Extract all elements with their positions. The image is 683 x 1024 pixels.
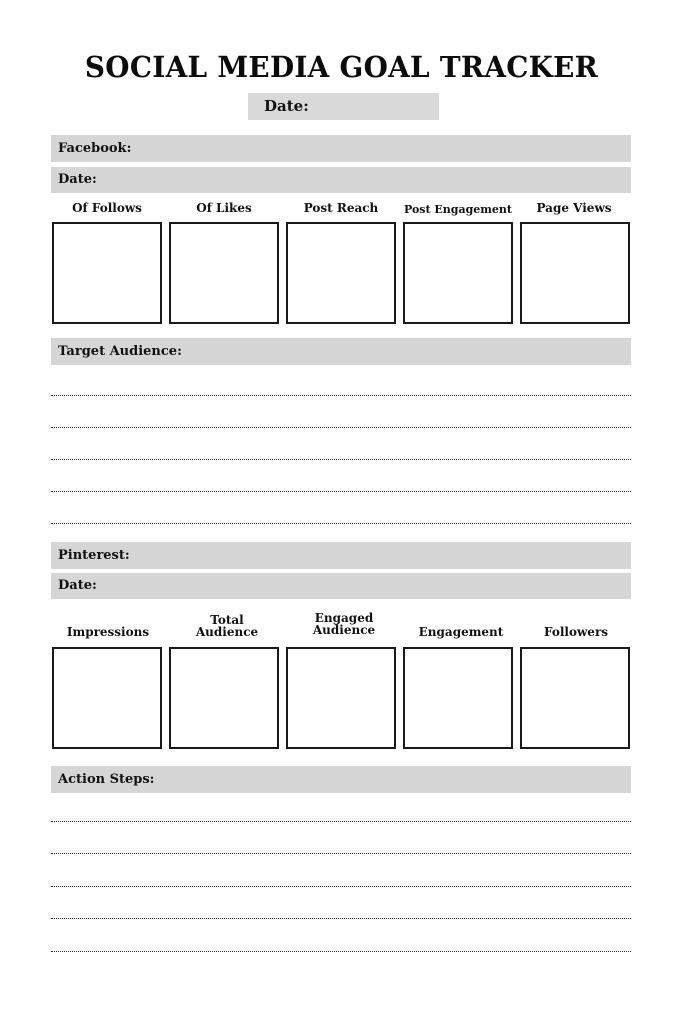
metric-label-post-reach: Post Reach <box>303 201 379 215</box>
target-audience-line[interactable] <box>51 459 631 460</box>
metric-label-impressions: Impressions <box>66 625 150 639</box>
metric-label-total-audience: Total Audience <box>195 613 259 639</box>
pinterest-followers-box[interactable] <box>520 647 630 749</box>
pinterest-engagement-box[interactable] <box>403 647 513 749</box>
metric-label-of-likes: Of Likes <box>196 201 252 215</box>
action-steps-line[interactable] <box>51 821 631 822</box>
metric-label-page-views: Page Views <box>536 201 612 215</box>
facebook-page-views-box[interactable] <box>520 222 630 324</box>
action-steps-line[interactable] <box>51 918 631 919</box>
action-steps-line[interactable] <box>51 886 631 887</box>
target-audience-line[interactable] <box>51 491 631 492</box>
pinterest-date-field[interactable]: Date: <box>51 573 631 599</box>
facebook-post-engagement-box[interactable] <box>403 222 513 324</box>
metric-label-engagement: Engagement <box>418 625 504 639</box>
pinterest-total-audience-box[interactable] <box>169 647 279 749</box>
page-title: SOCIAL MEDIA GOAL TRACKER <box>84 50 599 84</box>
target-audience-line[interactable] <box>51 523 631 524</box>
facebook-likes-box[interactable] <box>169 222 279 324</box>
target-audience-header: Target Audience: <box>51 338 631 365</box>
facebook-follows-box[interactable] <box>52 222 162 324</box>
facebook-date-field[interactable]: Date: <box>51 167 631 193</box>
action-steps-line[interactable] <box>51 951 631 952</box>
metric-label-of-follows: Of Follows <box>72 201 142 215</box>
pinterest-impressions-box[interactable] <box>52 647 162 749</box>
metric-label-engaged-audience: Engaged Audience <box>312 611 376 637</box>
action-steps-line[interactable] <box>51 853 631 854</box>
date-field[interactable]: Date: <box>248 93 439 120</box>
metric-label-followers: Followers <box>543 625 609 639</box>
facebook-header: Facebook: <box>51 135 631 162</box>
metric-label-post-engagement: Post Engagement <box>403 203 513 216</box>
target-audience-line[interactable] <box>51 395 631 396</box>
pinterest-header: Pinterest: <box>51 542 631 569</box>
target-audience-line[interactable] <box>51 427 631 428</box>
action-steps-header: Action Steps: <box>51 766 631 793</box>
pinterest-engaged-audience-box[interactable] <box>286 647 396 749</box>
facebook-post-reach-box[interactable] <box>286 222 396 324</box>
